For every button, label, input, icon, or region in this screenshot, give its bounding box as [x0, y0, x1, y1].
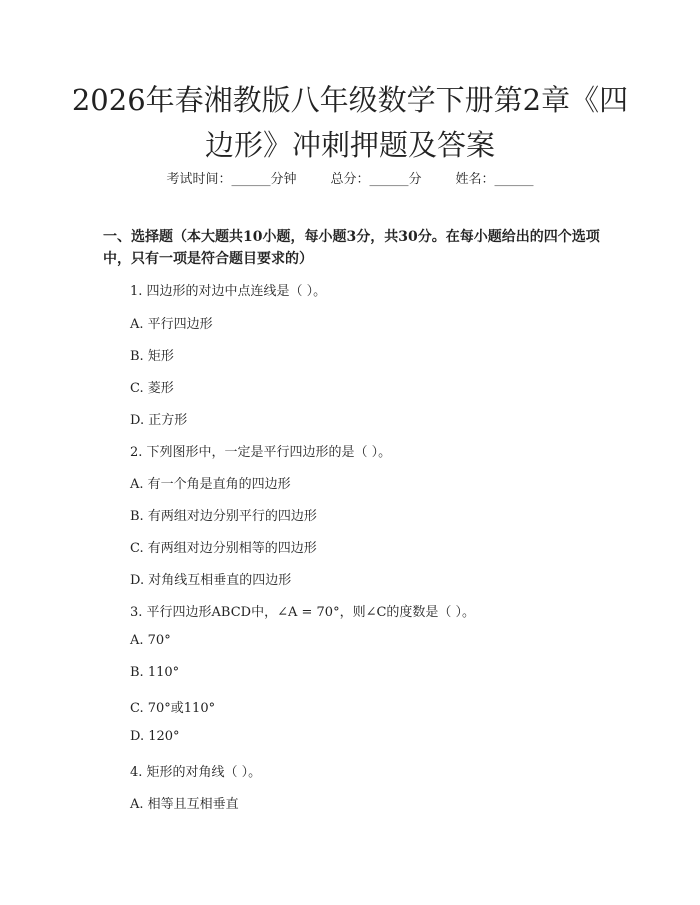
title-line-2: 边形》冲刺押题及答案	[204, 128, 495, 162]
question-2: 2. 下列图形中，一定是平行四边形的是（ ）。	[130, 445, 392, 460]
question-4: 4. 矩形的对角线（ ）。	[130, 765, 262, 780]
option-c: C. 菱形	[130, 381, 174, 396]
document-title	[60, 78, 640, 168]
student-name: 姓名：______	[455, 172, 534, 187]
option-b: B. 有两组对边分别平行的四边形	[130, 509, 317, 524]
option-a: A. 平行四边形	[130, 317, 213, 332]
title-line-1: 2026年春湘教版八年级数学下册第2章《四	[71, 83, 629, 117]
exam-info	[0, 168, 700, 187]
option-c: C. 70°或110°	[130, 701, 216, 716]
option-d: D. 对角线互相垂直的四边形	[130, 573, 292, 588]
option-a: A. 70°	[130, 633, 171, 648]
question-1: 1. 四边形的对边中点连线是（ ）。	[130, 284, 327, 299]
option-b: B. 110°	[130, 665, 180, 680]
question-3: 3. 平行四边形ABCD中，∠A = 70°，则∠C的度数是（ ）。	[130, 605, 476, 620]
exam-time: 考试时间：______分钟	[166, 172, 297, 187]
option-d: D. 正方形	[130, 413, 188, 428]
option-a: A. 有一个角是直角的四边形	[130, 477, 291, 492]
total-score: 总分：______分	[330, 172, 422, 187]
option-c: C. 有两组对边分别相等的四边形	[130, 541, 317, 556]
option-b: B. 矩形	[130, 349, 174, 364]
option-d: D. 120°	[130, 729, 180, 744]
option-a: A. 相等且互相垂直	[130, 797, 239, 812]
section-heading: 一、选择题（本大题共10小题，每小题3分，共30分。在每小题给出的四个选项中，只有一项是符合题目要求的）	[103, 229, 600, 267]
